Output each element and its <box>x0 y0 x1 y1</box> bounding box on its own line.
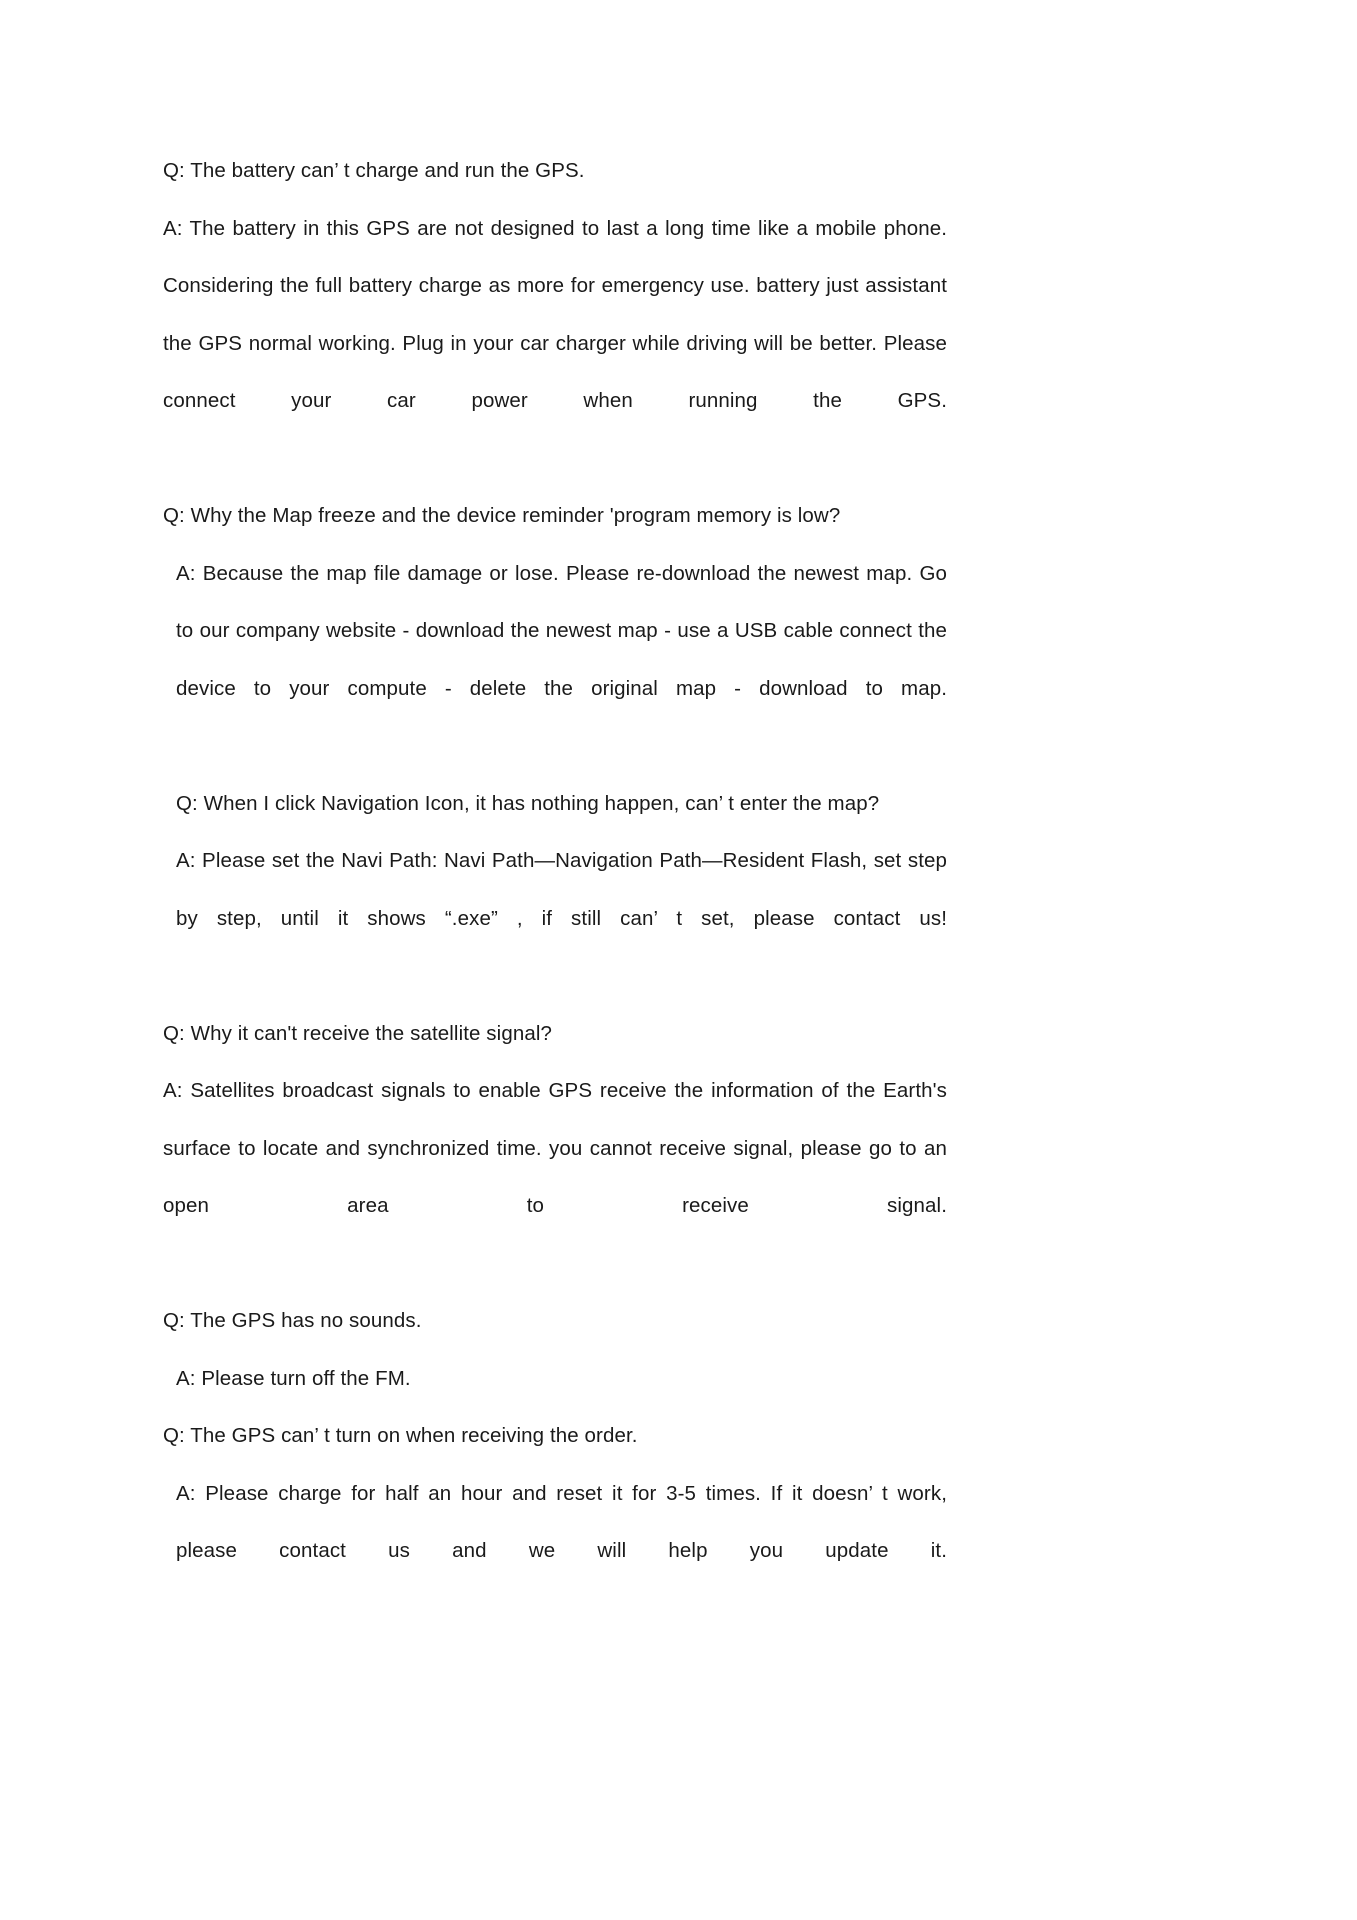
faq-answer-battery-charge: A: The battery in this GPS are not designed to last a long time like a mobile phone. Considering the full battery charge as more for emergency use. battery just assistant the GPS normal working. Plug in your car charger while driving will be better. Please connect your car power when running the GPS. <box>163 216 947 412</box>
faq-question-no-sounds: Q: The GPS has no sounds. <box>163 1309 422 1332</box>
faq-answer-satellite-signal: A: Satellites broadcast signals to enable GPS receive the information of the Earth's surface to locate and synchronized time. you cannot receive signal, please go to an open area to receive signal. <box>163 1079 947 1217</box>
faq-answer-no-sounds: A: Please turn off the FM. <box>176 1366 411 1390</box>
faq-question-navigation-icon: Q: When I click Navigation Icon, it has nothing happen, can’ t enter the map? <box>176 791 880 815</box>
faq-question-satellite-signal: Q: Why it can't receive the satellite signal? <box>163 1021 552 1045</box>
faq-answer-turn-on: A: Please charge for half an hour and reset it for 3-5 times. If it doesn’ t work, please contact us and we will help you update it. <box>176 1481 947 1562</box>
document-body <box>163 142 947 1637</box>
faq-question-battery-charge: Q: The battery can’ t charge and run the GPS. <box>163 159 585 182</box>
faq-answer-navi-path: A: Please set the Navi Path: Navi Path—Navigation Path—Resident Flash, set step by step, until it shows “.exe” , if still can’ t set, please contact us! <box>176 849 947 930</box>
faq-question-map-freeze: Q: Why the Map freeze and the device reminder 'program memory is low? <box>163 504 841 527</box>
faq-question-turn-on: Q: The GPS can’ t turn on when receiving the order. <box>163 1424 638 1447</box>
faq-answer-map-freeze: A: Because the map file damage or lose. Please re-download the newest map. Go to our company website - download the newest map - use a USB cable connect the device to your compute - delete the original map - download to map. <box>176 561 947 700</box>
